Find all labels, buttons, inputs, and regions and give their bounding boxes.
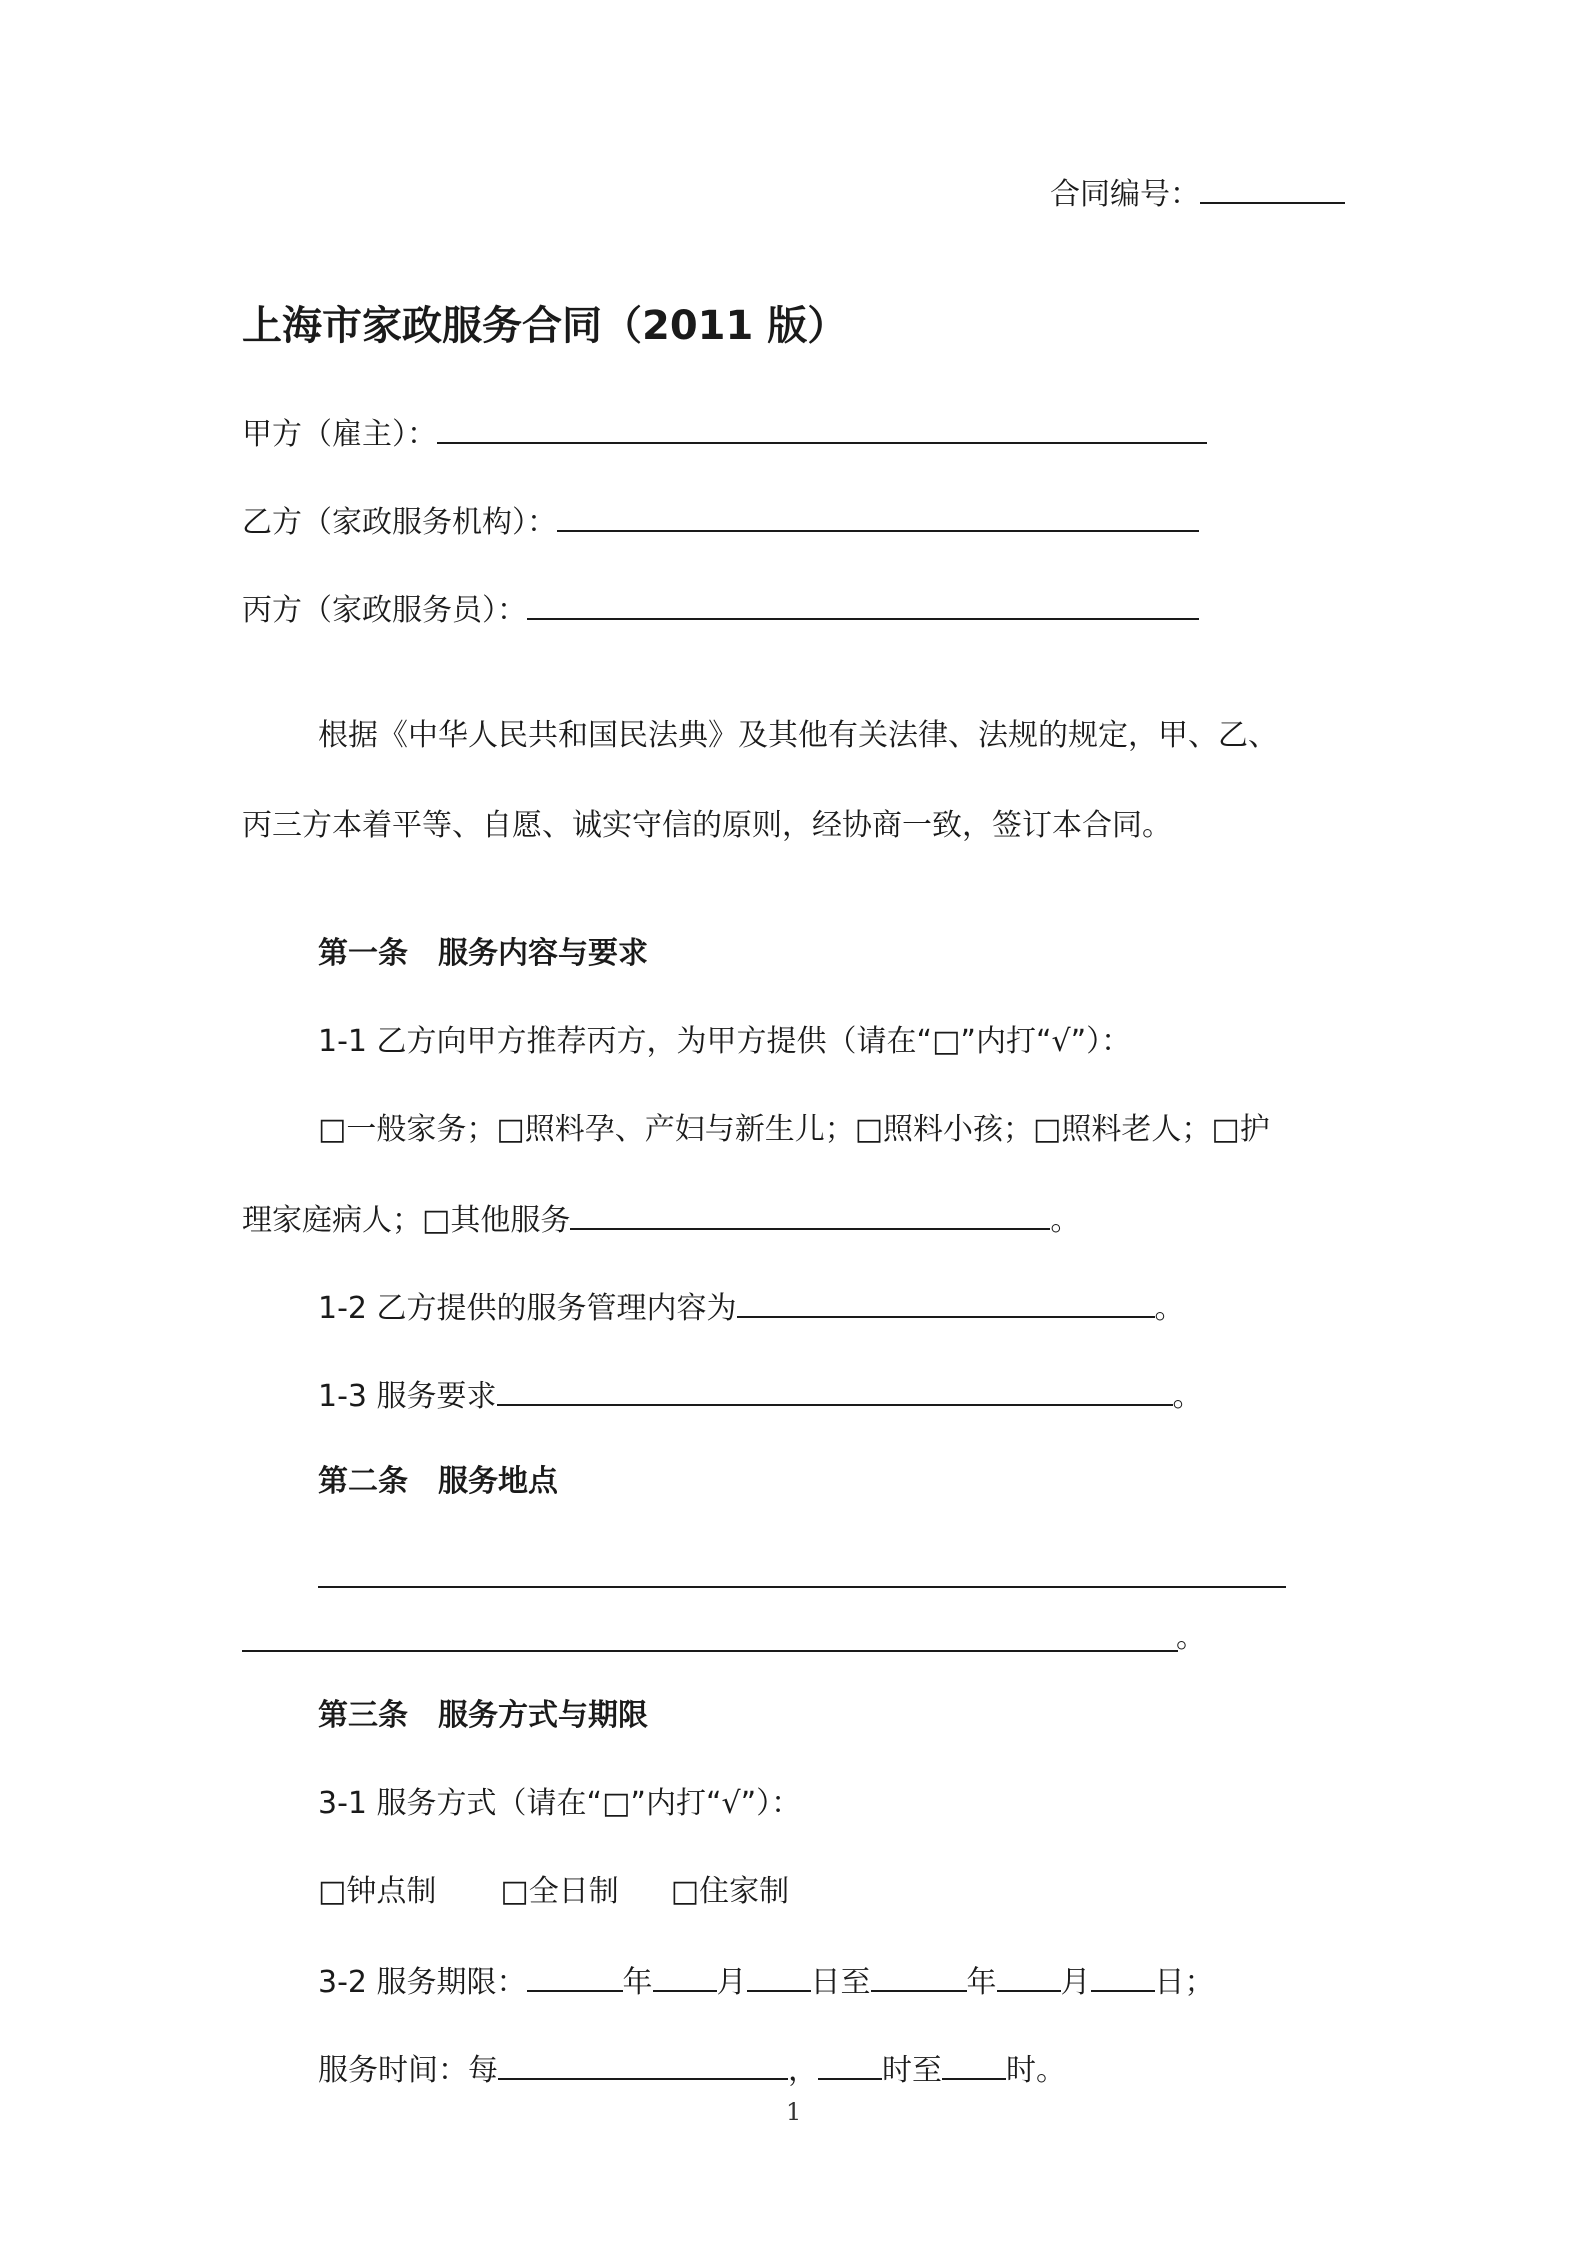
year-label: 年 (966, 1965, 997, 2000)
year-label: 年 (622, 1965, 653, 2000)
party-b-field[interactable] (557, 500, 1199, 532)
party-b-row (242, 500, 1199, 543)
end-mark: 。 (1050, 1203, 1081, 1238)
other-service-field[interactable] (570, 1198, 1050, 1230)
party-c-field[interactable] (527, 588, 1199, 620)
day-to-label: 日至 (810, 1965, 871, 2000)
service-requirements-field[interactable] (497, 1374, 1173, 1406)
page-number: 1 (786, 2098, 802, 2126)
end-month-field[interactable] (997, 1960, 1061, 1992)
clause-1-1: 1-1 乙方向甲方推荐丙方，为甲方提供（请在“□”内打“√”）： (318, 1024, 1132, 1059)
document-title: 上海市家政服务合同（2011 版） (242, 303, 848, 349)
service-address-line-2[interactable] (242, 1650, 1178, 1652)
end-mark: 。 (1172, 1379, 1203, 1414)
party-c-label: 丙方（家政服务员）： (242, 593, 527, 628)
party-a-field[interactable] (437, 412, 1207, 444)
end-mark: 。 (1176, 1620, 1206, 1655)
service-term-label: 3-2 服务期限： (318, 1965, 527, 2000)
party-a-row (242, 412, 1207, 455)
option-hourly[interactable]: □钟点制 (318, 1874, 437, 1909)
end-day-field[interactable] (1091, 1960, 1155, 1992)
service-options-line-2 (242, 1198, 1080, 1241)
intro-line-1: 根据《中华人民共和国民法典》及其他有关法律、法规的规定，甲、乙、 (318, 718, 1278, 753)
start-day-field[interactable] (747, 1960, 811, 1992)
party-a-label: 甲方（雇主）： (242, 417, 437, 452)
service-mode-options (318, 1872, 789, 1912)
article-3-heading: 第三条 服务方式与期限 (318, 1698, 648, 1733)
hour-to-label: 时至 (882, 2053, 942, 2088)
party-c-row (242, 588, 1199, 631)
service-frequency-field[interactable] (498, 2048, 788, 2080)
contract-number-field[interactable] (1200, 172, 1345, 204)
article-2-heading: 第二条 服务地点 (318, 1464, 558, 1499)
clause-1-3 (318, 1374, 1203, 1417)
start-year-field[interactable] (527, 1960, 623, 1992)
management-content-field[interactable] (737, 1286, 1155, 1318)
other-service-label: 理家庭病人；□其他服务 (242, 1203, 571, 1238)
day-end-label: 日； (1154, 1965, 1215, 2000)
month-label: 月 (1060, 1965, 1091, 2000)
clause-3-2 (318, 1960, 1215, 2003)
service-options-line-1: □一般家务；□照料孕、产妇与新生儿；□照料小孩；□照料老人；□护 (318, 1112, 1270, 1147)
month-label: 月 (716, 1965, 747, 2000)
party-b-label: 乙方（家政服务机构）： (242, 505, 557, 540)
service-address-line-1[interactable] (318, 1586, 1286, 1588)
comma: ， (788, 2053, 818, 2088)
article-1-heading: 第一条 服务内容与要求 (318, 936, 648, 971)
start-month-field[interactable] (653, 1960, 717, 1992)
service-time-label: 服务时间：每 (318, 2053, 498, 2088)
end-year-field[interactable] (871, 1960, 967, 1992)
start-hour-field[interactable] (818, 2048, 882, 2080)
hour-end-label: 时。 (1006, 2053, 1066, 2088)
clause-1-2-label: 1-2 乙方提供的服务管理内容为 (318, 1291, 737, 1326)
option-full-day[interactable]: □全日制 (500, 1874, 619, 1909)
service-time-row (318, 2048, 1066, 2091)
clause-3-1: 3-1 服务方式（请在“□”内打“√”）： (318, 1786, 802, 1821)
end-mark: 。 (1154, 1291, 1185, 1326)
intro-line-2: 丙三方本着平等、自愿、诚实守信的原则，经协商一致，签订本合同。 (242, 808, 1172, 843)
option-live-in[interactable]: □住家制 (670, 1874, 790, 1909)
end-hour-field[interactable] (942, 2048, 1006, 2080)
clause-1-3-label: 1-3 服务要求 (318, 1379, 497, 1414)
clause-1-2 (318, 1286, 1185, 1329)
contract-number-label: 合同编号： (1050, 172, 1345, 215)
